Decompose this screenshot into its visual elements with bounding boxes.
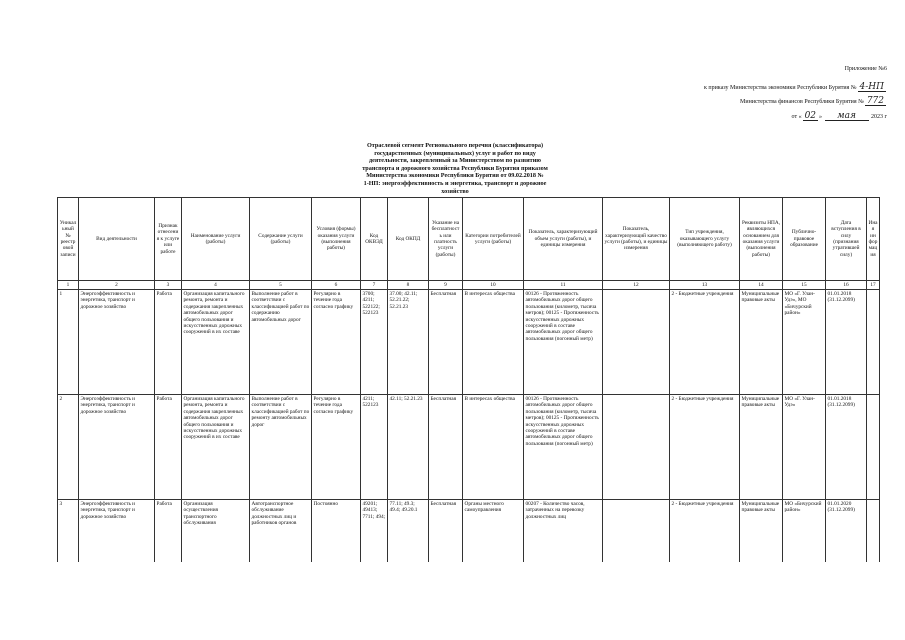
- title-line: хозяйство: [441, 187, 469, 195]
- column-number: 13: [670, 281, 740, 290]
- cell-service-or-work: Работа: [155, 290, 182, 395]
- cell-volume-indicator: 00126 - Протяженность автомобильных дорог общего пользования (километр, тысяча метров); 00125 - Протяженность искусственных дорожных сооружений в составе автомобильных дорог общего пользования (погонный метр): [524, 395, 603, 500]
- order-date-day: 02: [804, 111, 817, 121]
- header-service-or-work: Признак отнесения к услуге или работе: [155, 198, 182, 281]
- cell-quality-indicator: [603, 500, 670, 563]
- column-number-row: [58, 281, 880, 290]
- header-other-info: Иная информация: [867, 198, 880, 281]
- cell-public-entity: МО «Г. Улан-Удэ»: [783, 395, 826, 500]
- header-okpd-code: Код ОКПД: [388, 198, 429, 281]
- order-date-month: мая: [825, 113, 869, 121]
- column-number: 9: [429, 281, 463, 290]
- order-finance-prefix: Министерства финансов Республики Бурятия №: [740, 99, 864, 105]
- header-consumers: Категории потребителей услуги (работы): [463, 198, 524, 281]
- table-row: [58, 395, 880, 500]
- column-number: 6: [312, 281, 361, 290]
- cell-public-entity: МО «Г. Улан-Удэ», МО «Бичурский район»: [783, 290, 826, 395]
- cell-volume-indicator: 00207 - Количество часов, затраченных на перевозку должностных лиц: [524, 500, 603, 563]
- title-line: деятельности, закрепленный за Министерством по развитию: [369, 157, 541, 165]
- cell-service-name: Организация осуществления транспортного обслуживания: [182, 500, 250, 563]
- cell-okpd-code: 42.11; 52.21.23: [388, 395, 429, 500]
- cell-institution-type: 2 - Бюджетные учреждения: [670, 500, 740, 563]
- cell-service-content: Автотранспортное обслуживание должностных лиц и работников органов: [250, 500, 312, 563]
- cell-consumers: Органы местного самоуправления: [463, 500, 524, 563]
- order-date-mid: »: [819, 114, 823, 120]
- cell-service-name: Организация капитального ремонта, ремонта и содержания закрепленных автомобильных дорог общего пользования и искусственных дорожных сооружений в их составе: [182, 395, 250, 500]
- cell-service-or-work: Работа: [155, 500, 182, 563]
- order-economy-prefix: к приказу Министерства экономики Республики Бурятия №: [703, 85, 857, 91]
- header-payment: Указание на бесплатность или платность услуги (работы): [429, 198, 463, 281]
- cell-okved-code: 4211; 522123: [361, 395, 388, 500]
- column-number: 8: [388, 281, 429, 290]
- cell-okpd-code: 37.00; 42.11; 52.21.22; 52.21.23: [388, 290, 429, 395]
- table-row: [58, 500, 880, 563]
- header-registry-number: Уникальный № реестровой записи: [58, 198, 79, 281]
- header-institution-type: Тип учреждения, оказывающего услугу (выполняющего работу): [670, 198, 740, 281]
- cell-institution-type: 2 - Бюджетные учреждения: [670, 290, 740, 395]
- cell-activity-type: Энергоэффективность и энергетика, транспорт и дорожное хозяйство: [79, 500, 155, 563]
- column-number: 14: [740, 281, 783, 290]
- column-number: 1: [58, 281, 79, 290]
- cell-effective-date: 01.01.2020 (31.12.2099): [826, 500, 867, 563]
- cell-conditions: Регулярно в течение года согласно графику: [312, 395, 361, 500]
- cell-activity-type: Энергоэффективность и энергетика, транспорт и дорожное хозяйство: [79, 395, 155, 500]
- title-line: Отраслевой сегмент Регионального перечня (классификатора): [366, 142, 544, 149]
- cell-service-name: Организация капитального ремонта, ремонта и содержания закрепленных автомобильных дорог общего пользования и искусственных дорожных сооружений в их составе: [182, 290, 250, 395]
- cell-service-or-work: Работа: [155, 395, 182, 500]
- cell-okved-code: 49201; 49413; 7711; 494;: [361, 500, 388, 563]
- column-number: 12: [603, 281, 670, 290]
- cell-consumers: В интересах общества: [463, 290, 524, 395]
- header-okved-code: Код ОКВЭД: [361, 198, 388, 281]
- cell-conditions: Постоянно: [312, 500, 361, 563]
- cell-conditions: Регулярно в течение года согласно графику: [312, 290, 361, 395]
- cell-institution-type: 2 - Бюджетные учреждения: [670, 395, 740, 500]
- title-line: 1-НП: энергоэффективность и энергетика, транспорт и дорожное: [363, 179, 547, 187]
- cell-activity-type: Энергоэффективность и энергетика, транспорт и дорожное хозяйство: [79, 290, 155, 395]
- order-line-finance: [740, 98, 887, 106]
- column-number: 16: [826, 281, 867, 290]
- order-line-economy: [704, 84, 887, 92]
- cell-service-content: Выполнение работ в соответствии с классификацией работ по содержанию автомобильных дорог: [250, 290, 312, 395]
- header-service-content: Содержание услуги (работы): [250, 198, 312, 281]
- cell-registry-number: 1: [58, 290, 79, 395]
- cell-effective-date: 01.01.2018 (31.12.2099): [826, 395, 867, 500]
- header-quality-indicator: Показатель, характеризующий качество услуги (работы), и единицы измерения: [603, 198, 670, 281]
- column-number: 5: [250, 281, 312, 290]
- cell-other-info: [867, 290, 880, 395]
- cell-quality-indicator: [603, 290, 670, 395]
- title-line: Министерства экономики Республики Бурятия от 09.02.2018 №: [366, 172, 544, 180]
- header-volume-indicator: Показатель, характеризующий объем услуги (работы), и единицы измерения: [524, 198, 603, 281]
- cell-payment: Бесплатная: [429, 290, 463, 395]
- cell-effective-date: 01.01.2018 (31.12.2099): [826, 290, 867, 395]
- cell-public-entity: МО «Бичурский район»: [783, 500, 826, 563]
- order-date-prefix: от «: [791, 114, 802, 120]
- header-legal-acts: Реквизиты НПА, являющихся основанием для оказания услуги (выполнения работы): [740, 198, 783, 281]
- title-line: транспорта и дорожного хозяйства Республики Бурятия приказом: [362, 164, 548, 172]
- cell-legal-acts: Муниципальные правовые акты: [740, 290, 783, 395]
- cell-okved-code: 3700; 4211; 522122; 522123: [361, 290, 388, 395]
- cell-registry-number: 2: [58, 395, 79, 500]
- column-number: 10: [463, 281, 524, 290]
- column-number: 2: [79, 281, 155, 290]
- cell-other-info: [867, 500, 880, 563]
- cell-service-content: Выполнение работ в соответствии с классификацией работ по ремонту автомобильных дорог: [250, 395, 312, 500]
- column-number: 4: [182, 281, 250, 290]
- column-number: 7: [361, 281, 388, 290]
- appendix-label: Приложение №6: [844, 66, 887, 72]
- document-title: [340, 142, 570, 195]
- header-effective-date: Дата вступления в силу (признания утратившей силу): [826, 198, 867, 281]
- order-finance-number: 772: [866, 96, 884, 106]
- header-conditions: Условия (формы) оказания услуги (выполнения работы): [312, 198, 361, 281]
- cell-registry-number: 3: [58, 500, 79, 563]
- header-public-entity: Публично-правовое образование: [783, 198, 826, 281]
- order-date-year: 2023 г: [871, 114, 887, 120]
- table-row: [58, 290, 880, 395]
- cell-quality-indicator: [603, 395, 670, 500]
- column-number: 11: [524, 281, 603, 290]
- order-economy-number: 4-НП: [859, 82, 884, 92]
- cell-payment: Бесплатная: [429, 500, 463, 563]
- header-activity-type: Вид деятельности: [79, 198, 155, 281]
- cell-other-info: [867, 395, 880, 500]
- order-date-line: [792, 113, 887, 121]
- cell-legal-acts: Муниципальные правовые акты: [740, 500, 783, 563]
- cell-consumers: В интересах общества: [463, 395, 524, 500]
- header-service-name: Наименование услуги (работы): [182, 198, 250, 281]
- title-line: государственных (муниципальных) услуг и работ по виду: [374, 149, 536, 157]
- cell-payment: Бесплатная: [429, 395, 463, 500]
- column-number: 17: [867, 281, 880, 290]
- column-number: 3: [155, 281, 182, 290]
- cell-volume-indicator: 00126 - Протяженность автомобильных дорог общего пользования (километр, тысяча метров); 00125 - Протяженность искусственных дорожных сооружений в составе автомобильных дорог общего пользования (погонный метр): [524, 290, 603, 395]
- table-header-row: [58, 198, 880, 281]
- cell-okpd-code: 77.11; 49.3; 49.4; 49.20.1: [388, 500, 429, 563]
- registry-table: [57, 197, 880, 562]
- column-number: 15: [783, 281, 826, 290]
- cell-legal-acts: Муниципальные правовые акты: [740, 395, 783, 500]
